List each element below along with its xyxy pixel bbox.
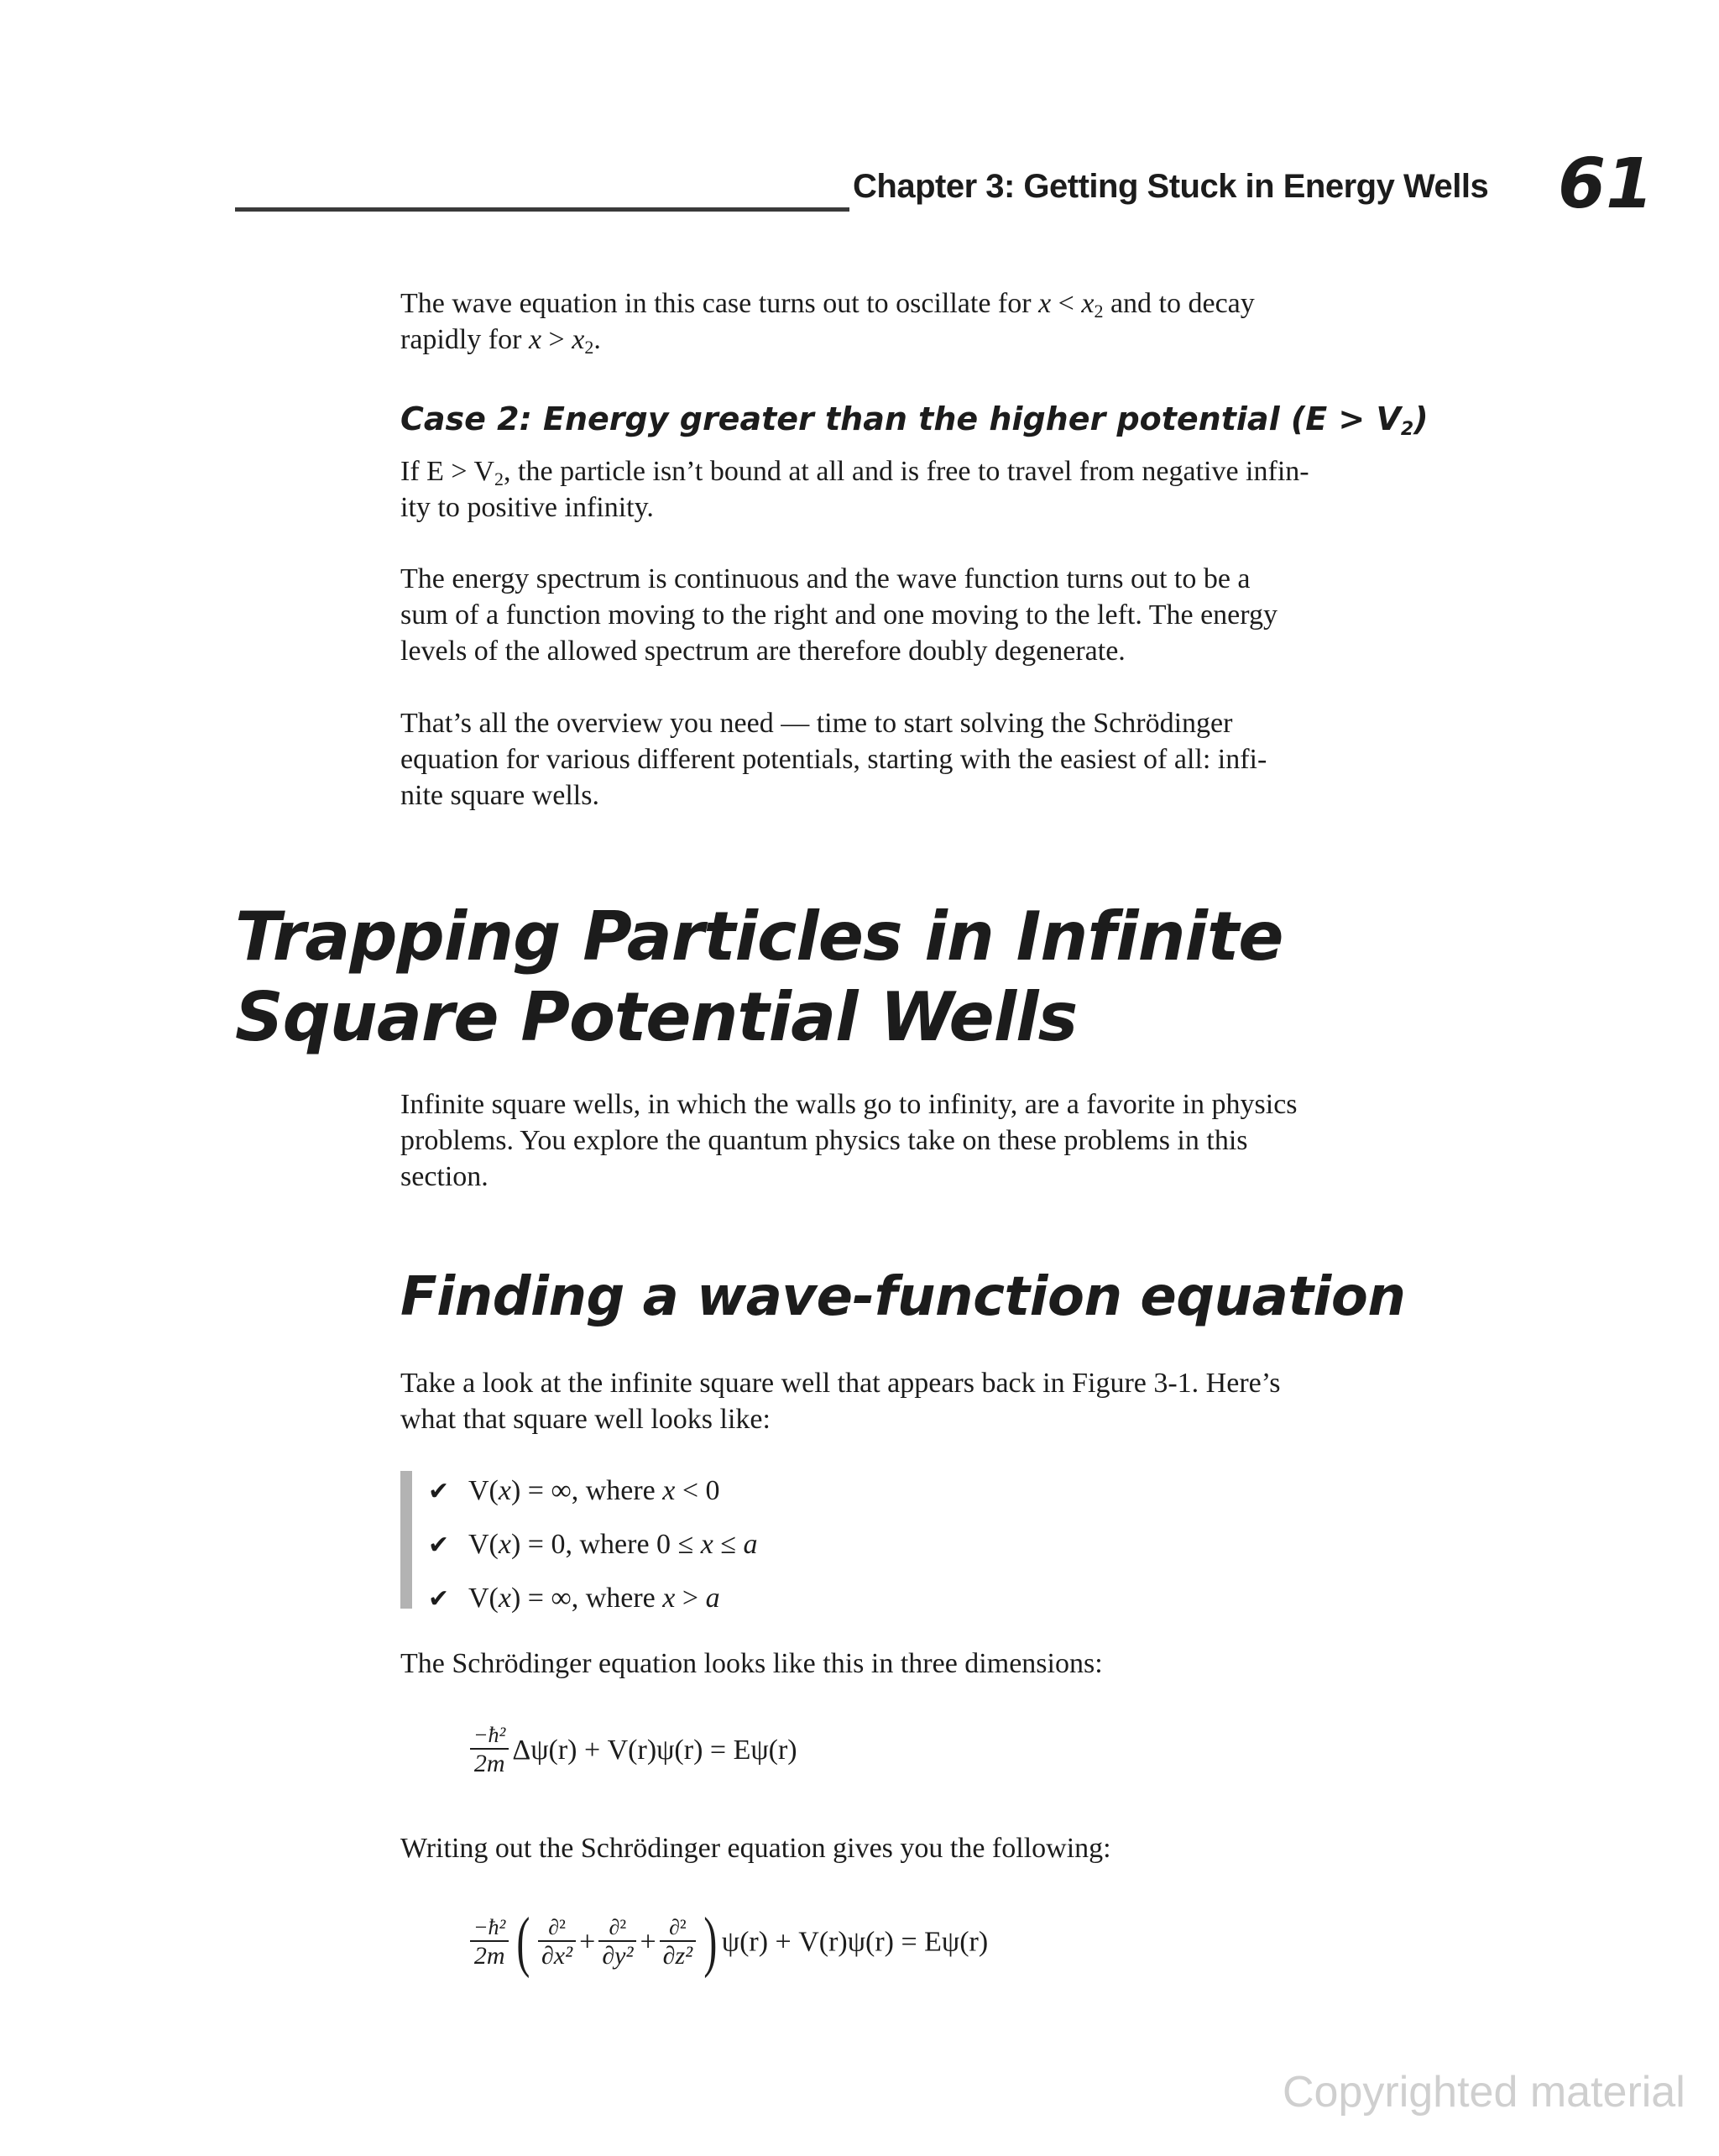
list-item: ✔ V(x) = ∞, where x < 0 bbox=[428, 1473, 720, 1510]
equation-expanded: $\frac{\text{−ħ²}}{2m}$ ( $\frac{\text{∂²}}{\text{∂x²}}$ + $\frac{\text{∂²}}{\text{∂y²}}$ + $\frac{\text{∂²}}{\text{∂z²}}$ ) ψ(r) + V(r)ψ(r) = Eψ(r) bbox=[467, 1904, 988, 1981]
bullet-list-bar bbox=[400, 1471, 412, 1609]
running-head-rule bbox=[235, 207, 849, 212]
checkmark-icon: ✔ bbox=[428, 1478, 450, 1505]
copyright-watermark: Copyrighted material bbox=[1283, 2068, 1685, 2117]
list-item: ✔ V(x) = ∞, where x > a bbox=[428, 1580, 720, 1617]
checkmark-icon: ✔ bbox=[428, 1531, 450, 1559]
intro-line-1: The wave equation in this case turns out to oscillate for $x < x_2$ and to decay bbox=[400, 288, 1255, 322]
case2-paragraph-1: If $E > V_2$, the particle isn’t bound at all and is free to travel from negative infin- ity to positive infinity. bbox=[400, 456, 1309, 523]
case2-paragraph-3: That’s all the overview you need — time to start solving the Schrödinger equation for various different potentials, starting with the easiest of all: infi- nite square wells. bbox=[400, 708, 1267, 811]
schrodinger-intro: The Schrödinger equation looks like this in three dimensions: bbox=[400, 1648, 1103, 1679]
intro-paragraph bbox=[400, 285, 1508, 358]
page-number: 61 bbox=[1558, 144, 1654, 224]
section-paragraph: Infinite square wells, in which the walls go to infinity, are a favorite in physics problems. You explore the quantum physics take on these problems in this section. bbox=[400, 1089, 1298, 1192]
subsection-paragraph: Take a look at the infinite square well that appears back in Figure 3-1. Here’s what that square well looks like: bbox=[400, 1368, 1281, 1435]
checkmark-icon: ✔ bbox=[428, 1585, 450, 1613]
intro-line-2: rapidly for $x > x_2$. bbox=[400, 324, 601, 358]
running-head: Chapter 3: Getting Stuck in Energy Wells bbox=[853, 168, 1489, 205]
section-heading: Trapping Particles in Infinite Square Potential Wells bbox=[235, 897, 1283, 1056]
case2-paragraph-2: The energy spectrum is continuous and the wave function turns out to be a sum of a function moving to the right and one moving to the left. The energy levels of the allowed spectrum are therefore doubly degenerate. bbox=[400, 563, 1277, 667]
list-item: ✔ V(x) = 0, where 0 ≤ x ≤ a bbox=[428, 1526, 757, 1563]
subsection-heading: Finding a wave-function equation bbox=[400, 1266, 1406, 1328]
case2-heading: Case 2: Energy greater than the higher potential $(E > V_2)$ bbox=[400, 400, 1429, 440]
equation-3d: $\frac{\text{−ħ²}}{2m}$ Δψ(r) + V(r)ψ(r) = Eψ(r) bbox=[467, 1723, 797, 1778]
writing-intro: Writing out the Schrödinger equation gives you the following: bbox=[400, 1833, 1111, 1864]
